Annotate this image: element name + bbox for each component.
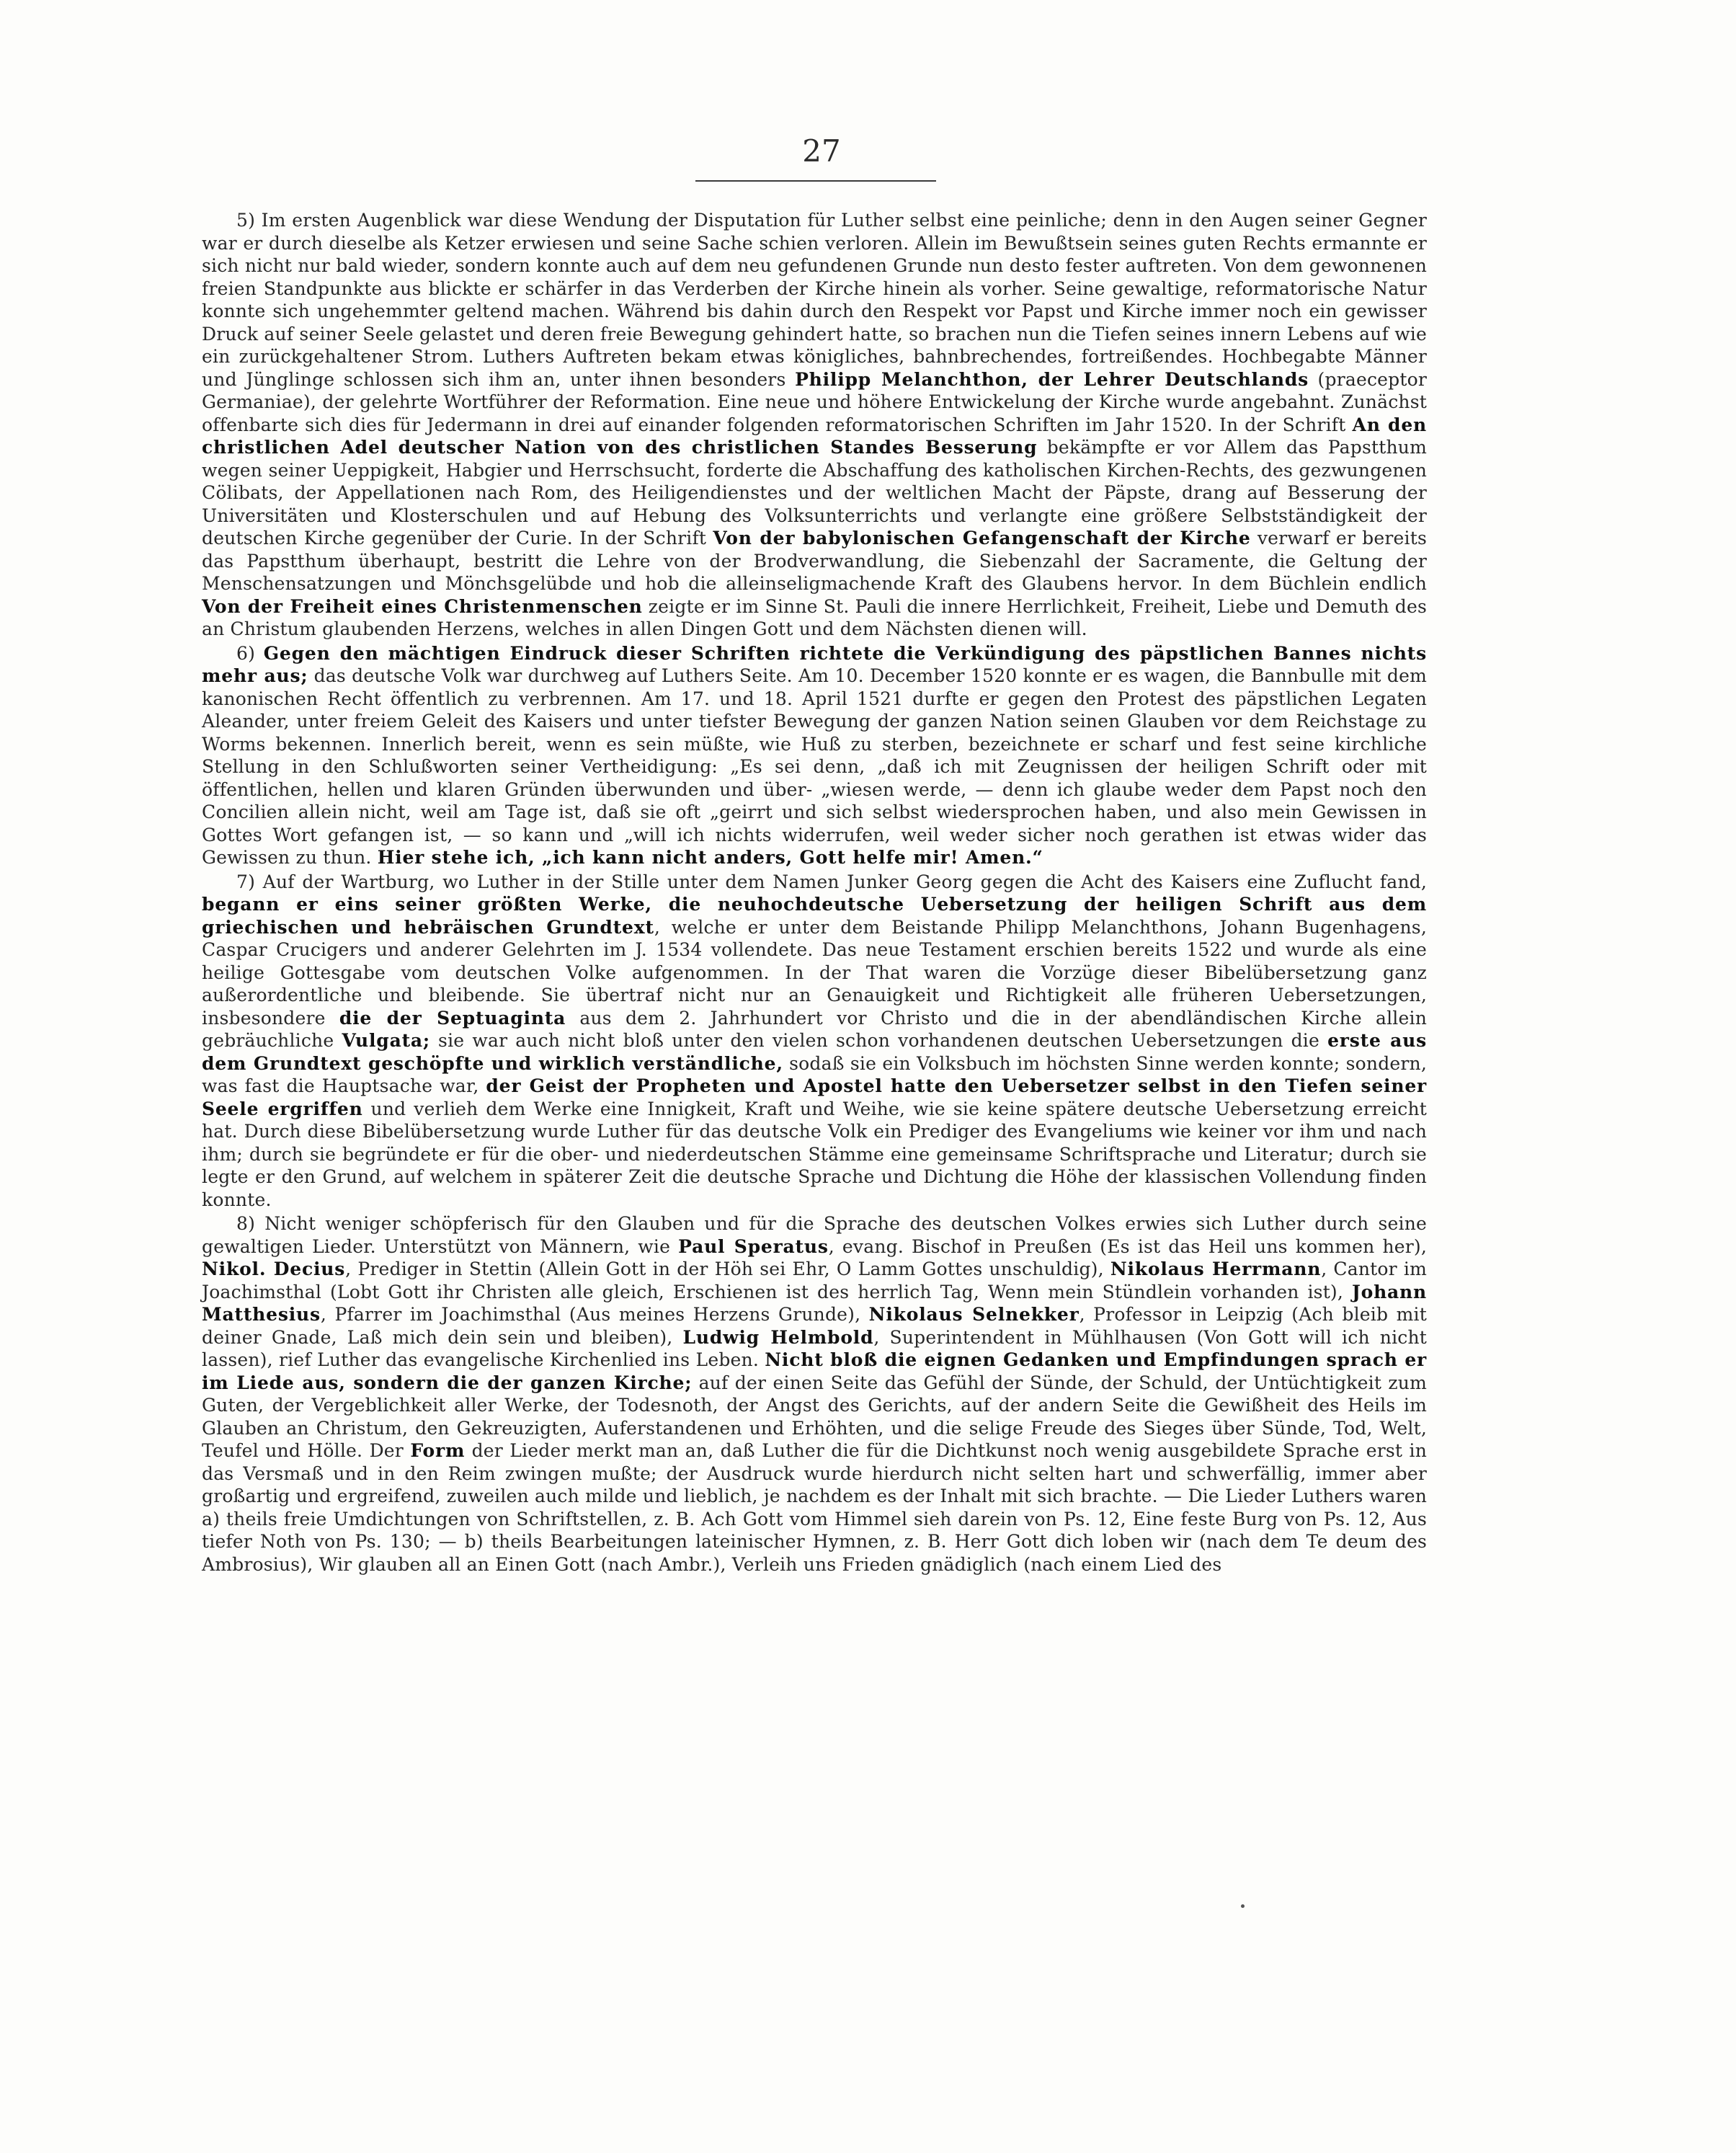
emphasized-text: Gegen den mächtigen Eindruck dieser Schriften richtete die Verkündigung des päpstlichen Bannes nichts mehr aus; xyxy=(202,642,1427,686)
emphasized-text: Philipp Melanchthon, der Lehrer Deutschlands xyxy=(795,368,1309,390)
body-text-run: sie war auch nicht bloß unter den vielen schon vorhandenen deutschen Uebersetzungen die xyxy=(429,1030,1328,1051)
header-rule xyxy=(695,180,936,182)
emphasized-text: An den christlichen Adel deutscher Nation von des christlichen Standes Besserung xyxy=(202,414,1428,458)
emphasized-text: Nikolaus Selnekker xyxy=(868,1304,1080,1325)
emphasized-text: der Geist der Propheten und Apostel hatte den Uebersetzer selbst in den Tiefen seiner Seele ergriffen xyxy=(202,1075,1427,1119)
body-text-run: , evang. Bischof in Preußen (Es ist das Heil uns kommen her), xyxy=(828,1235,1427,1257)
body-text-run: 6) xyxy=(236,642,264,664)
body-text xyxy=(202,209,1427,1576)
paragraph-p8 xyxy=(202,1212,1427,1576)
body-text-run: verwarf er bereits das Papstthum überhaupt, bestritt die Lehre von der Brodverwandlung, die Siebenzahl der Sacramente, die Geltung der Menschensatzungen und Mönchsgelübde und hob die alleinseligmachende Kraft des Glaubens hervor. In dem Büchlein endlich xyxy=(202,528,1427,594)
body-text-run: (praeceptor Germaniae), der gelehrte Wortführer der Reformation. Eine neue und höhere Entwickelung der Kirche wurde angebahnt. Zunächst offenbarte sich dies für Jedermann in drei auf einander folgenden reformatorischen Schriften im Jahr 1520. In der Schrift xyxy=(202,368,1428,435)
page-number: 27 xyxy=(802,133,841,169)
emphasized-text: Ludwig Helmbold xyxy=(682,1326,874,1348)
body-text-run: auf der einen Seite das Gefühl der Sünde, der Schuld, der Untüchtigkeit zum Guten, der Vergeblichkeit aller Werke, der Todesnoth, der Angst des Gerichts, auf der andern Seite die Gewißheit des Heils im Glauben an Christum, den Gekreuzigten, Auferstandenen und Erhöhten, und die selige Freude des Sieges über Sünde, Tod, Welt, Teufel und Hölle. Der xyxy=(202,1372,1427,1461)
body-text-run: aus dem 2. Jahrhundert vor Christo und die in der abendländischen Kirche allein gebräuchliche xyxy=(202,1007,1427,1051)
emphasized-text: erste aus dem Grundtext geschöpfte und wirklich verständliche, xyxy=(202,1030,1427,1074)
body-text-run: , Prediger in Stettin (Allein Gott in der Höh sei Ehr, O Lamm Gottes unschuldig), xyxy=(345,1258,1110,1279)
body-text-run: 8) Nicht weniger schöpferisch für den Glauben und für die Sprache des deutschen Volkes erwies sich Luther durch seine gewaltigen Lieder. Unterstützt von Männern, wie xyxy=(202,1213,1427,1257)
emphasized-text: Vulgata; xyxy=(342,1030,430,1051)
emphasized-text: Form xyxy=(410,1440,466,1461)
body-text-run: , welche er unter dem Beistande Philipp Melanchthons, Johann Bugenhagens, Caspar Crucigers und anderer Gelehrten im J. 1534 vollendete. Das neue Testament erschien bereits 1522 und wurde als eine heilige Gottesgabe vom deutschen Volke aufgenommen. In der That waren die Vorzüge dieser Bibelübersetzung ganz außerordentliche und bleibende. Sie übertraf nicht nur an Genauigkeit und Richtigkeit alle früheren Uebersetzungen, insbesondere xyxy=(202,916,1427,1029)
body-text-run: zeigte er im Sinne St. Pauli die innere Herrlichkeit, Freiheit, Liebe und Demuth des an Christum glaubenden Herzens, welches in allen Dingen Gott und dem Nächsten dienen will. xyxy=(202,595,1427,639)
emphasized-text: Von der babylonischen Gefangenschaft der Kirche xyxy=(713,528,1251,549)
body-text-run: bekämpfte er vor Allem das Papstthum wegen seiner Ueppigkeit, Habgier und Herrschsucht, forderte die Abschaffung des katholischen Kirchen-Rechts, des gezwungenen Cölibats, der Appellationen nach Rom, des Heiligendienstes und der weltlichen Macht der Päpste, drang auf Besserung der Universitäten und Klosterschulen und auf Hebung des Volksunterrichts und verlangte eine größere Selbstständigkeit der deutschen Kirche gegenüber der Curie. In der Schrift xyxy=(202,437,1427,549)
print-speck xyxy=(1241,1904,1245,1908)
paragraph-p7 xyxy=(202,871,1427,1212)
emphasized-text: Paul Speratus xyxy=(678,1235,829,1257)
emphasized-text: Nikolaus Herrmann xyxy=(1110,1258,1322,1279)
paragraph-p6 xyxy=(202,642,1427,869)
body-text-run: , Professor in Leipzig (Ach bleib mit deiner Gnade, Laß mich dein sein und bleiben), xyxy=(202,1304,1427,1348)
body-text-run: der Lieder merkt man an, daß Luther die für die Dichtkunst noch wenig ausgebildete Sprache erst in das Versmaß und in den Reim zwingen mußte; der Ausdruck wurde hierdurch nicht selten hart und schwerfällig, immer aber großartig und ergreifend, zuweilen auch milde und lieblich, je nachdem es der Inhalt mit sich brachte. — Die Lieder Luthers waren a) theils freie Umdichtungen von Schriftstellen, z. B. Ach Gott vom Himmel sieh darein von Ps. 12, Eine feste Burg von Ps. 12, Aus tiefer Noth von Ps. 130; — b) theils Bearbeitungen lateinischer Hymnen, z. B. Herr Gott dich loben wir (nach dem Te deum des Ambrosius), Wir glauben all an Einen Gott (nach Ambr.), Verleih uns Frieden gnädiglich (nach einem Lied des xyxy=(202,1440,1427,1575)
body-text-run: das deutsche Volk war durchweg auf Luthers Seite. Am 10. December 1520 konnte er es wagen, die Bannbulle mit dem kanonischen Recht öffentlich zu verbrennen. Am 17. und 18. April 1521 durfte er gegen den Protest des päpstlichen Legaten Aleander, unter freiem Geleit des Kaisers und unter tiefster Bewegung der ganzen Nation seinen Glauben vor dem Reichstage zu Worms bekennen. Innerlich bereit, wenn es sein müßte, wie Huß zu sterben, bezeichnete er scharf und fest seine kirchliche Stellung in den Schlußworten seiner Vertheidigung: „Es sei denn, „daß ich mit Zeugnissen der heiligen Schrift oder mit öffentlichen, hellen und klaren Gründen überwunden und über- „wiesen werde, — denn ich glaube weder dem Papst noch den Concilien allein nicht, weil am Tage ist, daß sie oft „geirrt und sich selbst wiedersprochen haben, und also mein Gewissen in Gottes Wort gefangen ist, — so kann und „will ich nichts widerrufen, weil weder sicher noch gerathen ist etwas wider das Gewissen zu thun. xyxy=(202,665,1427,868)
emphasized-text: Nikol. Decius xyxy=(202,1258,346,1279)
body-text-run: und verlieh dem Werke eine Innigkeit, Kraft und Weihe, wie sie keine spätere deutsche Uebersetzung erreicht hat. Durch diese Bibelübersetzung wurde Luther für das deutsche Volk ein Prediger des Evangeliums wie keiner vor ihm und nach ihm; durch sie begründete er für die ober- und niederdeutschen Stämme eine gemeinsame Schriftsprache und Literatur; durch sie legte er den Grund, auf welchem in späterer Zeit die deutsche Sprache und Dichtung die Höhe der klassischen Vollendung finden konnte. xyxy=(202,1098,1427,1210)
body-text-run: sodaß sie ein Volksbuch im höchsten Sinne werden konnte; sondern, was fast die Hauptsache war, xyxy=(202,1052,1427,1096)
emphasized-text: die der Septuaginta xyxy=(339,1007,566,1029)
emphasized-text: Johann Matthesius xyxy=(202,1281,1427,1325)
body-text-run: , Cantor im Joachimsthal (Lobt Gott ihr Christen alle gleich, Erschienen ist des herrlich Tag, Wenn mein Stündlein vorhanden ist), xyxy=(202,1258,1427,1302)
body-text-run: , Superintendent in Mühlhausen (Von Gott will ich nicht lassen), rief Luther das evangelische Kirchenlied ins Leben. xyxy=(202,1326,1428,1370)
emphasized-text: Hier stehe ich, „ich kann nicht anders, Gott helfe mir! Amen.“ xyxy=(377,847,1043,868)
body-text-run: , Pfarrer im Joachimsthal (Aus meines Herzens Grunde), xyxy=(320,1304,869,1325)
body-text-run: 5) Im ersten Augenblick war diese Wendung der Disputation für Luther selbst eine peinliche; denn in den Augen seiner Gegner war er durch dieselbe als Ketzer erwiesen und seine Sache schien verloren. Allein im Bewußtsein seines guten Rechts ermannte er sich nicht nur bald wieder, sondern konnte auch auf dem neu gefundenen Grunde nun desto fester auftreten. Von dem gewonnenen freien Standpunkte aus blickte er schärfer in das Verderben der Kirche hinein als vorher. Seine gewaltige, reformatorische Natur konnte sich ungehemmter geltend machen. Während bis dahin durch den Respekt vor Papst und Kirche immer noch ein gewisser Druck auf seiner Seele gelastet und deren freie Bewegung gehindert hatte, so brachen nun die Tiefen seines innern Lebens auf wie ein zurückgehaltener Strom. Luthers Auftreten bekam etwas königliches, bahnbrechendes, fortreißendes. Hochbegabte Männer und Jünglinge schlossen sich ihm an, unter ihnen besonders xyxy=(202,210,1427,390)
paragraph-p5 xyxy=(202,209,1427,641)
emphasized-text: Nicht bloß die eignen Gedanken und Empfindungen sprach er im Liede aus, sondern die der ganzen Kirche; xyxy=(202,1349,1427,1393)
emphasized-text: Von der Freiheit eines Christenmenschen xyxy=(202,595,643,617)
emphasized-text: begann er eins seiner größten Werke, die neuhochdeutsche Uebersetzung der heiligen Schrift aus dem griechischen und hebräischen Grundtext xyxy=(202,894,1427,938)
body-text-run: 7) Auf der Wartburg, wo Luther in der Stille unter dem Namen Junker Georg gegen die Acht des Kaisers eine Zuflucht fand, xyxy=(236,871,1427,892)
